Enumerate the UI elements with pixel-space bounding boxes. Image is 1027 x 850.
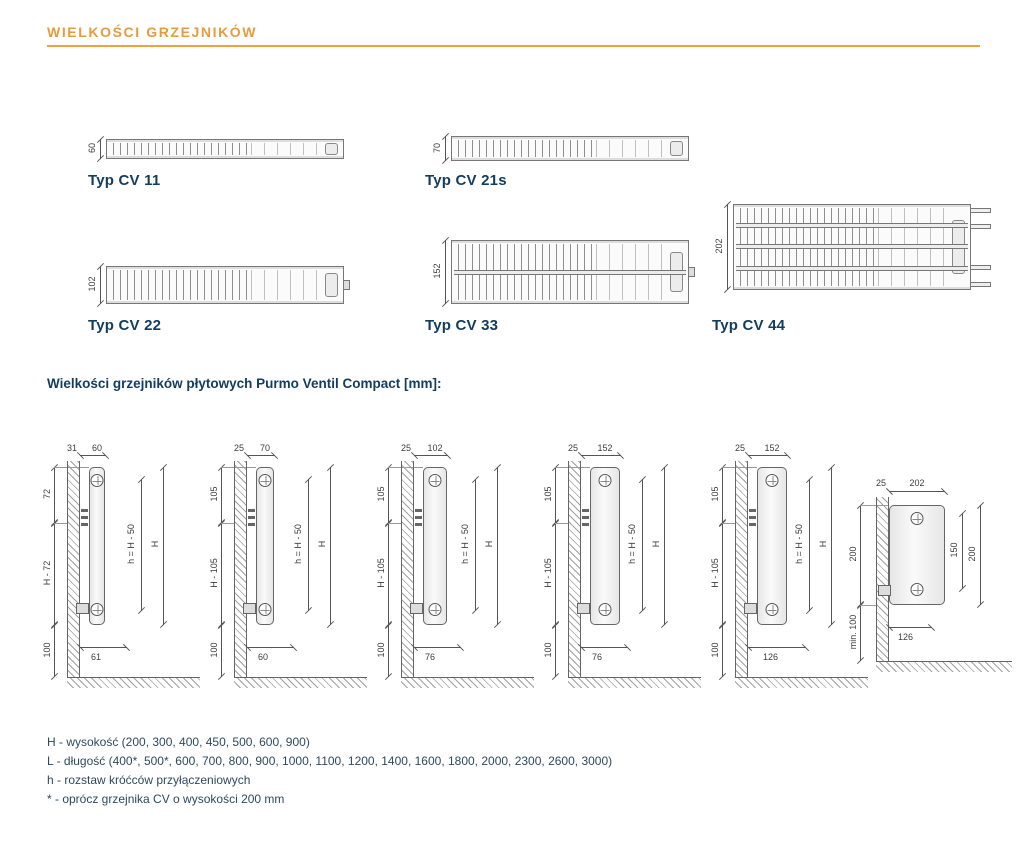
radiator-top-view-cv33 — [451, 240, 689, 304]
profile-drawing-cv21s — [209, 425, 370, 697]
dim-line — [642, 479, 643, 611]
dim-height-cv44: 202 — [714, 238, 724, 254]
dim-line — [388, 625, 389, 677]
dim-line — [497, 467, 498, 625]
dim-pipe-spacing: h = H - 50 — [794, 524, 804, 564]
dim-full-height: 200 — [967, 546, 977, 562]
dim-line — [962, 513, 963, 589]
radiator-profile — [757, 467, 787, 625]
bottom-connection-port — [766, 603, 779, 616]
dim-top: 105 — [209, 486, 219, 502]
side-tab — [343, 280, 350, 290]
section-subtitle: Wielkości grzejników płytowych Purmo Ventil Compact [mm]: — [47, 376, 442, 391]
dim-line — [445, 240, 446, 304]
dim-outlet: 126 — [763, 652, 779, 662]
dim-line — [889, 491, 945, 492]
dim-bottom: 100 — [209, 642, 219, 658]
panel-separator — [736, 244, 968, 249]
valve — [744, 603, 757, 614]
dim-bottom: 100 — [42, 642, 52, 658]
dim-line — [247, 647, 294, 648]
dim-wall-offset: 25 — [735, 443, 746, 453]
dim-line — [330, 467, 331, 625]
dim-pipe-spacing: 150 — [949, 542, 959, 558]
mounting-bracket — [749, 509, 756, 527]
dim-line — [748, 455, 788, 456]
dim-line — [388, 523, 401, 524]
dim-line — [221, 523, 234, 524]
dim-outlet: 76 — [592, 652, 603, 662]
dim-full-height: H — [317, 540, 327, 548]
dim-line — [555, 467, 556, 523]
connection-pipe — [970, 265, 991, 270]
dim-line — [163, 467, 164, 625]
dim-line — [555, 523, 568, 524]
dim-line — [727, 204, 728, 290]
valve — [243, 603, 256, 614]
dim-line — [221, 467, 222, 523]
dim-left-bottom: min. 100 — [848, 614, 858, 650]
dim-line — [748, 647, 806, 648]
dim-depth: 102 — [427, 443, 443, 453]
dim-depth: 202 — [909, 478, 925, 488]
legend-line-height: H - wysokość (200, 300, 400, 450, 500, 600, 900) — [47, 735, 310, 749]
dim-line — [860, 605, 876, 606]
end-cap — [325, 273, 338, 296]
profile-drawing-low-height — [850, 465, 1025, 700]
dim-bottom: 100 — [710, 642, 720, 658]
valve — [76, 603, 89, 614]
dim-top: 105 — [543, 486, 553, 502]
radiator-top-view-cv21s — [451, 136, 689, 161]
bottom-connection-port — [259, 603, 272, 616]
top-grille — [596, 140, 664, 157]
mounting-bracket — [415, 509, 422, 527]
wall-hatch — [876, 497, 889, 661]
dim-line — [100, 139, 101, 159]
connection-pipe — [970, 224, 991, 229]
dim-depth: 70 — [259, 443, 270, 453]
dim-outlet: 126 — [898, 632, 914, 642]
type-label-cv11: Typ CV 11 — [88, 172, 161, 189]
bottom-connection-port — [429, 603, 442, 616]
floor-hatch — [67, 677, 200, 688]
dim-line — [221, 625, 222, 677]
dim-line — [221, 523, 222, 625]
dim-line — [809, 479, 810, 611]
dim-line — [889, 627, 932, 628]
dim-bottom: 100 — [543, 642, 553, 658]
dim-line — [100, 266, 101, 304]
dim-pipe-spacing: h = H - 50 — [627, 524, 637, 564]
mounting-bracket — [81, 509, 88, 527]
dim-line — [831, 467, 832, 625]
dim-line — [860, 605, 861, 661]
dim-line — [54, 467, 55, 523]
dim-line — [247, 455, 275, 456]
dim-outlet: 60 — [258, 652, 269, 662]
dim-outlet: 61 — [91, 652, 102, 662]
side-tab — [688, 267, 695, 277]
dim-top: 72 — [42, 489, 52, 500]
dim-line — [388, 523, 389, 625]
dim-pipe-spacing: h = H - 50 — [293, 524, 303, 564]
dim-mid: H - 105 — [710, 558, 720, 588]
dim-full-height: H — [484, 540, 494, 548]
floor-hatch — [568, 677, 701, 688]
convector-fins — [113, 143, 248, 155]
dim-full-height: H — [651, 540, 661, 548]
dim-height-cv22: 102 — [87, 276, 97, 292]
dim-line — [388, 467, 389, 523]
radiator-profile — [423, 467, 447, 625]
type-label-cv22: Typ CV 22 — [88, 317, 162, 334]
legend-line-pipe-spacing: h - rozstaw króćców przyłączeniowych — [47, 773, 251, 787]
end-cap — [670, 141, 683, 156]
dim-line — [555, 523, 556, 625]
dim-left-top: 200 — [848, 546, 858, 562]
floor-hatch — [234, 677, 367, 688]
dim-line — [980, 505, 981, 605]
dim-depth: 60 — [91, 443, 102, 453]
dim-line — [308, 479, 309, 611]
dim-depth: 152 — [764, 443, 780, 453]
dim-height-cv33: 152 — [432, 263, 442, 279]
dim-top: 105 — [710, 486, 720, 502]
dim-line — [80, 647, 127, 648]
dim-mid: H - 105 — [543, 558, 553, 588]
end-cap — [325, 143, 338, 155]
dim-depth: 152 — [597, 443, 613, 453]
top-connection-port — [91, 474, 104, 487]
dim-line — [722, 523, 735, 524]
radiator-profile — [889, 505, 945, 605]
profile-drawing-cv22 — [376, 425, 537, 697]
dim-outlet: 76 — [425, 652, 436, 662]
dim-full-height: H — [150, 540, 160, 548]
valve — [878, 585, 891, 596]
floor-hatch — [401, 677, 534, 688]
dim-wall-offset: 25 — [568, 443, 579, 453]
top-connection-port — [766, 474, 779, 487]
dim-mid: H - 105 — [376, 558, 386, 588]
mounting-bracket — [248, 509, 255, 527]
title-underline — [47, 45, 980, 47]
dim-height-cv11: 60 — [87, 143, 97, 154]
legend — [47, 733, 612, 809]
legend-line-footnote: * - oprócz grzejnika CV o wysokości 200 mm — [47, 792, 285, 806]
bottom-connection-port — [911, 583, 924, 596]
dim-line — [722, 467, 723, 523]
dim-line — [80, 455, 106, 456]
dim-mid: H - 105 — [209, 558, 219, 588]
dim-line — [475, 479, 476, 611]
dim-line — [141, 479, 142, 611]
dim-wall-offset: 25 — [234, 443, 245, 453]
panel-separator — [736, 223, 968, 228]
dim-pipe-spacing: h = H - 50 — [126, 524, 136, 564]
page-title: WIELKOŚCI GRZEJNIKÓW — [47, 24, 258, 40]
radiator-profile — [256, 467, 274, 625]
dim-line — [414, 455, 448, 456]
dim-bottom: 100 — [376, 642, 386, 658]
top-grille — [251, 270, 319, 300]
dim-wall-offset: 31 — [67, 443, 78, 453]
valve — [577, 603, 590, 614]
dim-line — [54, 523, 67, 524]
top-grille — [251, 143, 319, 155]
bottom-connection-port — [91, 603, 104, 616]
bottom-connection-port — [599, 603, 612, 616]
dim-wall-offset: 25 — [876, 478, 887, 488]
radiator-top-view-cv22 — [106, 266, 344, 304]
convector-fins — [458, 140, 593, 157]
top-connection-port — [911, 512, 924, 525]
connection-pipe — [970, 282, 991, 287]
dim-full-height: H — [818, 540, 828, 548]
top-connection-port — [429, 474, 442, 487]
type-label-cv21s: Typ CV 21s — [425, 172, 507, 189]
dim-line — [722, 625, 723, 677]
dim-line — [581, 647, 628, 648]
radiator-profile — [89, 467, 105, 625]
top-connection-port — [259, 474, 272, 487]
convector-fins — [113, 270, 248, 300]
legend-line-length: L - długość (400*, 500*, 600, 700, 800, 900, 1000, 1100, 1200, 1400, 1600, 1800, 2000, 2300, 2600, 3000) — [47, 754, 613, 768]
connection-pipe — [970, 208, 991, 213]
dim-height-cv21s: 70 — [432, 143, 442, 154]
type-label-cv44: Typ CV 44 — [712, 317, 786, 334]
dim-line — [54, 625, 55, 677]
profile-drawing-cv33 — [543, 425, 704, 697]
valve — [410, 603, 423, 614]
dim-top: 105 — [376, 486, 386, 502]
dim-line — [414, 647, 461, 648]
dim-line — [581, 455, 621, 456]
type-label-cv33: Typ CV 33 — [425, 317, 499, 334]
radiator-top-view-cv11 — [106, 139, 344, 159]
dim-mid: H - 72 — [42, 560, 52, 586]
top-connection-port — [599, 474, 612, 487]
mounting-bracket — [582, 509, 589, 527]
dim-line — [664, 467, 665, 625]
radiator-profile — [590, 467, 620, 625]
radiator-top-view-cv44 — [733, 204, 971, 290]
panel-separator — [736, 266, 968, 271]
dim-pipe-spacing: h = H - 50 — [460, 524, 470, 564]
panel-separator — [454, 270, 686, 275]
dim-line — [555, 625, 556, 677]
floor-hatch — [735, 677, 868, 688]
dim-line — [54, 523, 55, 625]
dim-line — [722, 523, 723, 625]
dim-wall-offset: 25 — [401, 443, 412, 453]
profile-drawing-cv11 — [42, 425, 203, 697]
dim-line — [860, 505, 861, 605]
dim-line — [445, 136, 446, 161]
floor-hatch — [876, 661, 1012, 672]
